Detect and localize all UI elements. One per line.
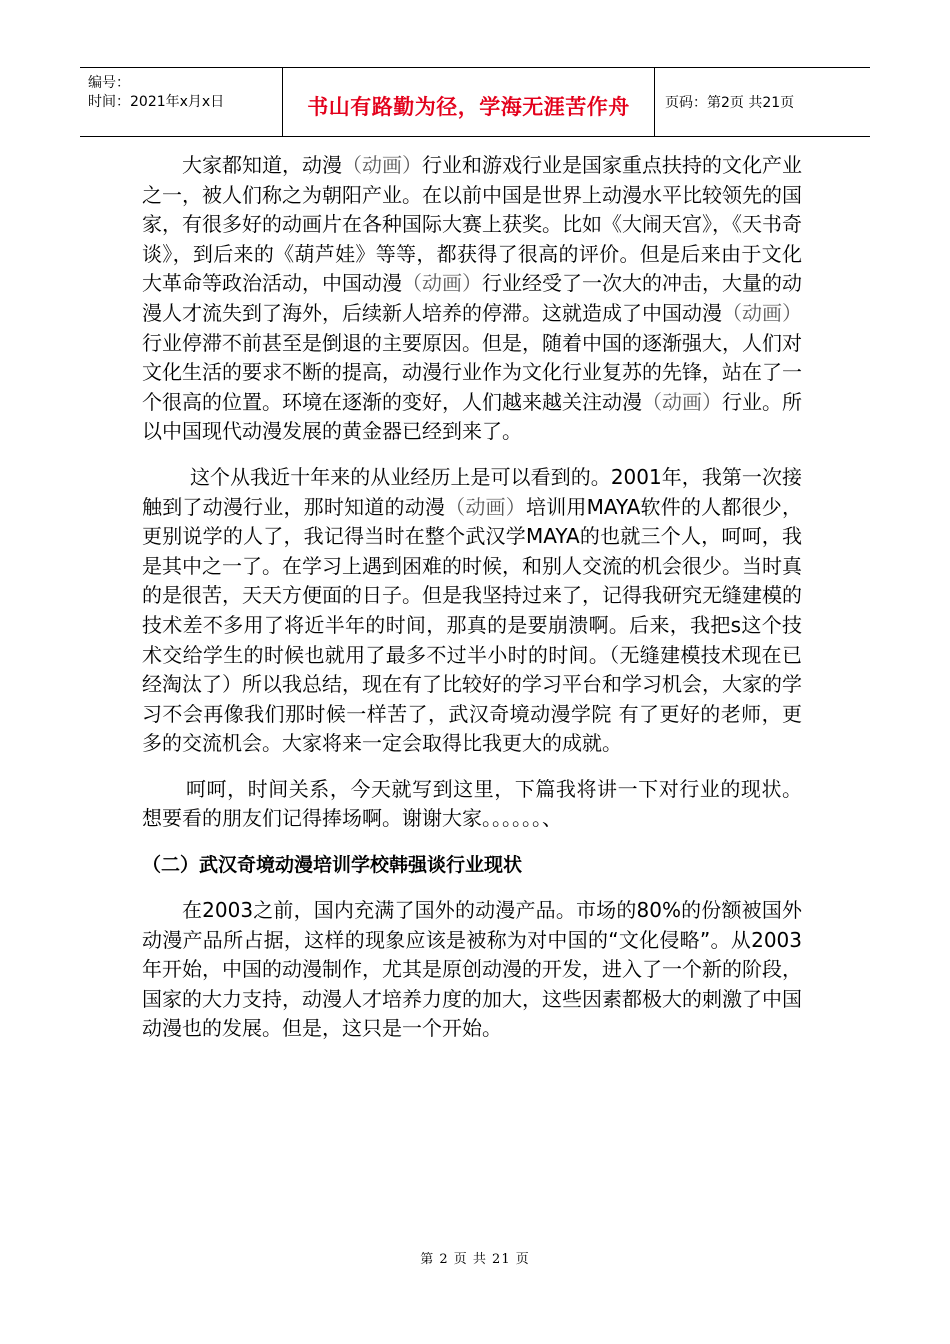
paragraph-4: 在2003之前，国内充满了国外的动漫产品。市场的80%的份额被国外动漫产品所占据，这样的现象应该是被称为对中国的“文化侵略”。从2003年开始，中国的动漫制作，尤其是原创动漫的开发，进入了一个新的阶段，国家的大力支持，动漫人才培养力度的加大，这些因素都极大的刺激了中国动漫也的发展。但是，这只是一个开始。 xyxy=(142,898,802,1041)
page-footer: 第 2 页 共 21 页 xyxy=(420,1252,530,1267)
document-time-label: 时间：2021年x月x日 xyxy=(88,94,225,110)
document-code-label: 编号： xyxy=(88,75,130,91)
document-body xyxy=(142,151,802,1060)
paragraph-note: （动画） xyxy=(402,271,482,296)
paragraph-text: 行业。所以中国现代动漫发展的黄金器已经到来了。 xyxy=(142,389,802,444)
header-meta-cell xyxy=(80,68,283,136)
paragraph-note: （动画） xyxy=(722,300,802,325)
paragraph-note: （动画） xyxy=(445,494,526,519)
paragraph-text: 行业经受了一次大的冲击，大量的动漫人才流失到了海外，后续新人培养的停滞。这就造成了中国动漫 xyxy=(142,271,802,325)
paragraph-3: 呵呵，时间关系，今天就写到这里，下篇我将讲一下对行业的现状。想要看的朋友们记得捧场啊。谢谢大家。。。。。。、 xyxy=(142,776,802,831)
page-header xyxy=(80,67,870,137)
paragraph-text: 培训用MAYA软件的人都很少，更别说学的人了，我记得当时在整个武汉学MAYA的也就三个人，呵呵，我是其中之一了。在学习上遇到困难的时候，和别人交流的机会很少。当时真的是很苦，天天方便面的日子。但是我坚持过来了，记得我研究无缝建模的技术差不多用了将近半年的时间，那真的是要崩溃啊。后来，我把s这个技术交给学生的时候也就用了最多不过半小时的时间。（无缝建模技术现在已经淘汰了）所以我总结，现在有了比较好的学习平台和学习机会，大家的学习不会再像我们那时候一样苦了，武汉奇境动漫学院 有了更好的老师，更多的交流机会。大家将来一定会取得比我更大的成就。 xyxy=(142,494,803,756)
paragraph-note: （动画） xyxy=(342,153,422,177)
header-motto: 书山有路勤为径，学海无涯苦作舟 xyxy=(283,68,655,136)
header-page-info: 页码：第2页 共21页 xyxy=(665,95,795,111)
paragraph-2 xyxy=(142,463,802,759)
section-heading: （二）武汉奇境动漫培训学校韩强谈行业现状 xyxy=(142,854,523,877)
paragraph-text: 大家都知道，动漫 xyxy=(182,153,342,177)
paragraph-text: 行业停滞不前甚至是倒退的主要原因。但是，随着中国的逐渐强大，人们对文化生活的要求不断的提高，动漫行业作为文化行业复苏的先锋，站在了一个很高的位置。环境在逐渐的变好，人们越来越关注动漫 xyxy=(142,330,802,414)
paragraph-text: 这个从我近十年来的从业经历上是可以看到的。2001年，我第一次接触到了动漫行业，那时知道的动漫 xyxy=(142,464,802,519)
paragraph-note: （动画） xyxy=(642,389,722,414)
paragraph-text: 行业和游戏行业是国家重点扶持的文化产业之一，被人们称之为朝阳产业。在以前中国是世界上动漫水平比较领先的国家，有很多好的动画片在各种国际大赛上获奖。比如《大闹天宫》，《天书奇谈》，到后来的《葫芦娃》等等，都获得了很高的评价。但是后来由于文化大革命等政治活动，中国动漫 xyxy=(142,153,802,296)
paragraph-1 xyxy=(142,151,802,447)
